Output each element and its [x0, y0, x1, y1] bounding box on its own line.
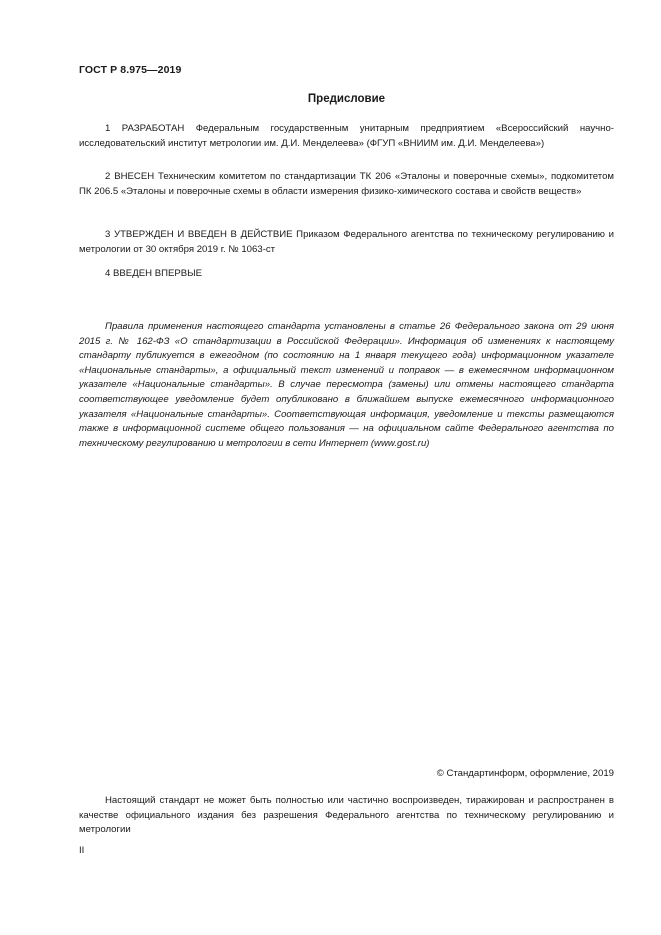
copyright-line: © Стандартинформ, оформление, 2019 — [436, 768, 614, 779]
foreword-item-2: 2 ВНЕСЕН Техническим комитетом по стандартизации ТК 206 «Эталоны и поверочные схемы», подкомитетом ПК 206.5 «Эталоны и поверочные схемы в области измерения физико-химического состава и свойств веществ» — [79, 171, 614, 197]
document-code: ГОСТ Р 8.975—2019 — [79, 64, 182, 76]
foreword-item-3: 3 УТВЕРЖДЕН И ВВЕДЕН В ДЕЙСТВИЕ Приказом Федерального агентства по техническому регулированию и метрологии от 30 октября 2019 г. № 1063-ст — [79, 229, 614, 255]
section-title: Предисловие — [307, 93, 386, 105]
foreword-item-1: 1 РАЗРАБОТАН Федеральным государственным унитарным предприятием «Всероссийский научно-исследовательский институт метрологии им. Д.И. Менделеева» (ФГУП «ВНИИМ им. Д.И. Менделеева») — [79, 123, 614, 149]
foreword-item-4: 4 ВВЕДЕН ВПЕРВЫЕ — [105, 268, 203, 279]
page-number: II — [79, 845, 85, 856]
application-rules-notice: Правила применения настоящего стандарта установлены в статье 26 Федерального закона от 29 июня 2015 г. № 162-ФЗ «О стандартизации в Российской Федерации». Информация об изменениях к настоящему стандарту публикуется в ежегодном (по состоянию на 1 января текущего года) информационном указателе «Национальные стандарты», а официальный текст изменений и поправок — в ежемесячном информационном указателе «Национальные стандарты». В случае пересмотра (замены) или отмены настоящего стандарта соответствующее уведомление будет опубликовано в ближайшем выпуске ежемесячного информационного указателя «Национальные стандарты». Соответствующая информация, уведомление и тексты размещаются также в информационной системе общего пользования — на официальном сайте Федерального агентства по техническому регулированию и метрологии в сети Интернет (www.gost.ru) — [79, 321, 614, 449]
reproduction-rights-notice: Настоящий стандарт не может быть полностью или частично воспроизведен, тиражирован и распространен в качестве официального издания без разрешения Федерального агентства по техническому регулированию и метрологии — [79, 795, 614, 836]
